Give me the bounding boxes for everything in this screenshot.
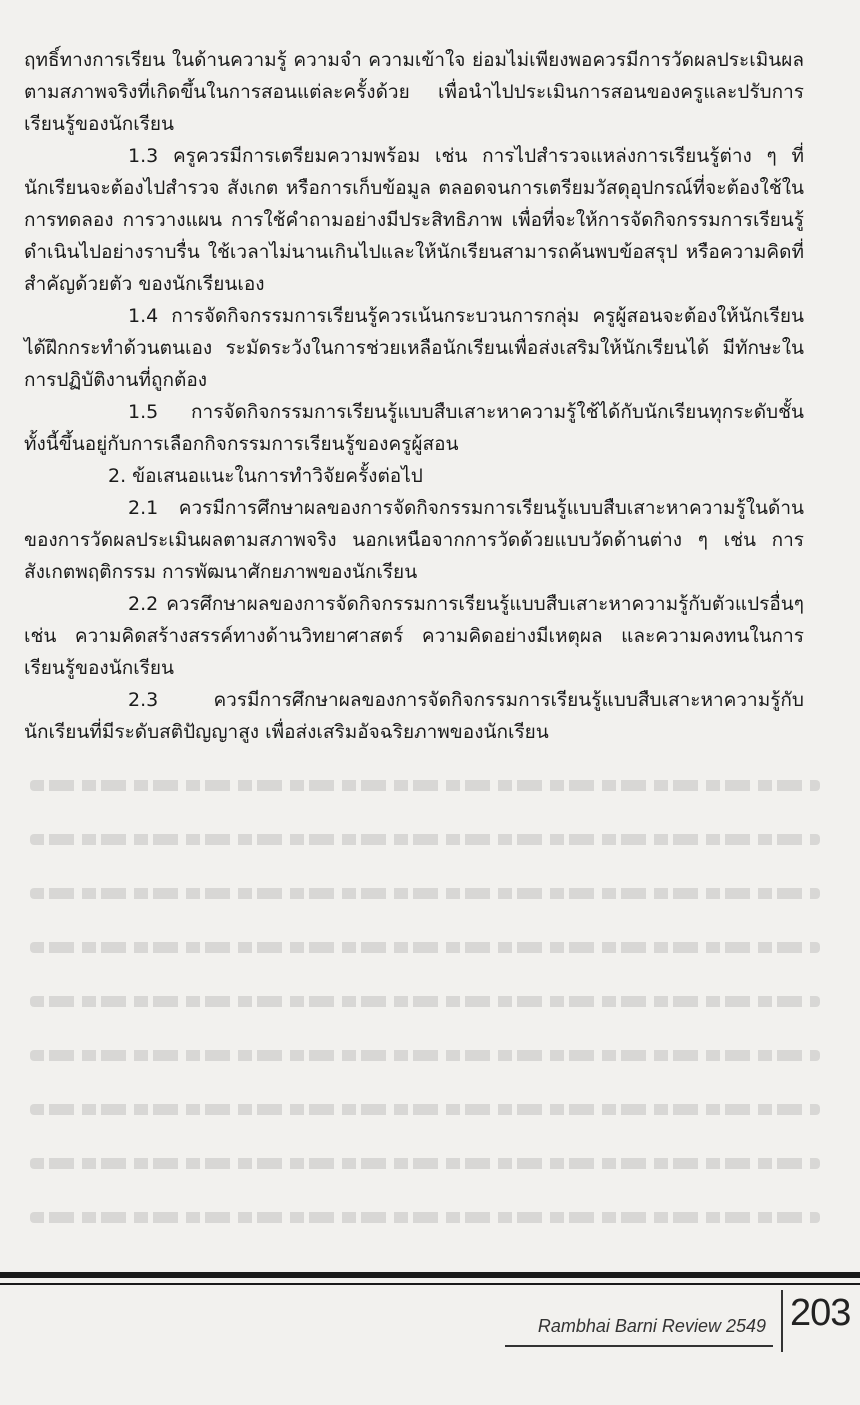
footer-rule-thick [0,1272,860,1278]
paragraph: 2.2 ควรศึกษาผลของการจัดกิจกรรมการเรียนรู้แบบสืบเสาะหาความรู้กับตัวแปรอื่นๆ เช่น ความคิดสร้างสรรค์ทางด้านวิทยาศาสตร์ ความคิดอย่างมีเหตุผล และความคงทนในการเรียนรู้ของนักเรียน [24,593,804,679]
section-heading: 2. ข้อเสนอแนะในการทำวิจัยครั้งต่อไป [108,465,423,487]
show-through-background [30,780,820,1280]
page-number: 203 [790,1292,851,1334]
footer-rule-thin [0,1283,860,1285]
paragraph: 1.3 ครูควรมีการเตรียมความพร้อม เช่น การไปสำรวจแหล่งการเรียนรู้ต่าง ๆ ที่นักเรียนจะต้องไปสำรวจ สังเกต หรือการเก็บข้อมูล ตลอดจนการเตรียมวัสดุอุปกรณ์ที่จะต้องใช้ในการทดลอง การวางแผน การใช้คำถามอย่างมีประสิทธิภาพ เพื่อที่จะให้การจัดกิจกรรมการเรียนรู้ดำเนินไปอย่างราบรื่น ใช้เวลาไม่นานเกินไปและให้นักเรียนสามารถค้นพบข้อสรุป หรือความคิดที่สำคัญด้วยตัว ของนักเรียนเอง [24,145,804,295]
paragraph: ฤทธิ์ทางการเรียน ในด้านความรู้ ความจำ ความเข้าใจ ย่อมไม่เพียงพอควรมีการวัดผลประเมินผลตามสภาพจริงที่เกิดขึ้นในการสอนแต่ละครั้งด้วย เพื่อนำไปประเมินการสอนของครูและปรับการเรียนรู้ของนักเรียน [24,49,804,135]
paragraph: 2.3 ควรมีการศึกษาผลของการจัดกิจกรรมการเรียนรู้แบบสืบเสาะหาความรู้กับนักเรียนที่มีระดับสติปัญญาสูง เพื่อส่งเสริมอัจฉริยภาพของนักเรียน [24,689,804,743]
journal-underline [505,1345,773,1347]
paragraph: 1.5 การจัดกิจกรรมการเรียนรู้แบบสืบเสาะหาความรู้ใช้ได้กับนักเรียนทุกระดับชั้น ทั้งนี้ขึ้นอยู่กับการเลือกกิจกรรมการเรียนรู้ของครูผู้สอน [24,401,804,455]
paragraph: 1.4 การจัดกิจกรรมการเรียนรู้ควรเน้นกระบวนการกลุ่ม ครูผู้สอนจะต้องให้นักเรียนได้ฝึกกระทำด้วนตนเอง ระมัดระวังในการช่วยเหลือนักเรียนเพื่อส่งเสริมให้นักเรียนได้ มีทักษะในการปฏิบัติงานที่ถูกต้อง [24,305,804,391]
journal-title: Rambhai Barni Review 2549 [537,1316,766,1336]
paragraph: 2.1 ควรมีการศึกษาผลของการจัดกิจกรรมการเรียนรู้แบบสืบเสาะหาความรู้ในด้านของการวัดผลประเมินผลตามสภาพจริง นอกเหนือจากการวัดด้วยแบบวัดด้านต่าง ๆ เช่น การสังเกตพฤติกรรม การพัฒนาศักยภาพของนักเรียน [24,497,804,583]
body-text [24,44,804,748]
footer-divider [781,1290,783,1352]
